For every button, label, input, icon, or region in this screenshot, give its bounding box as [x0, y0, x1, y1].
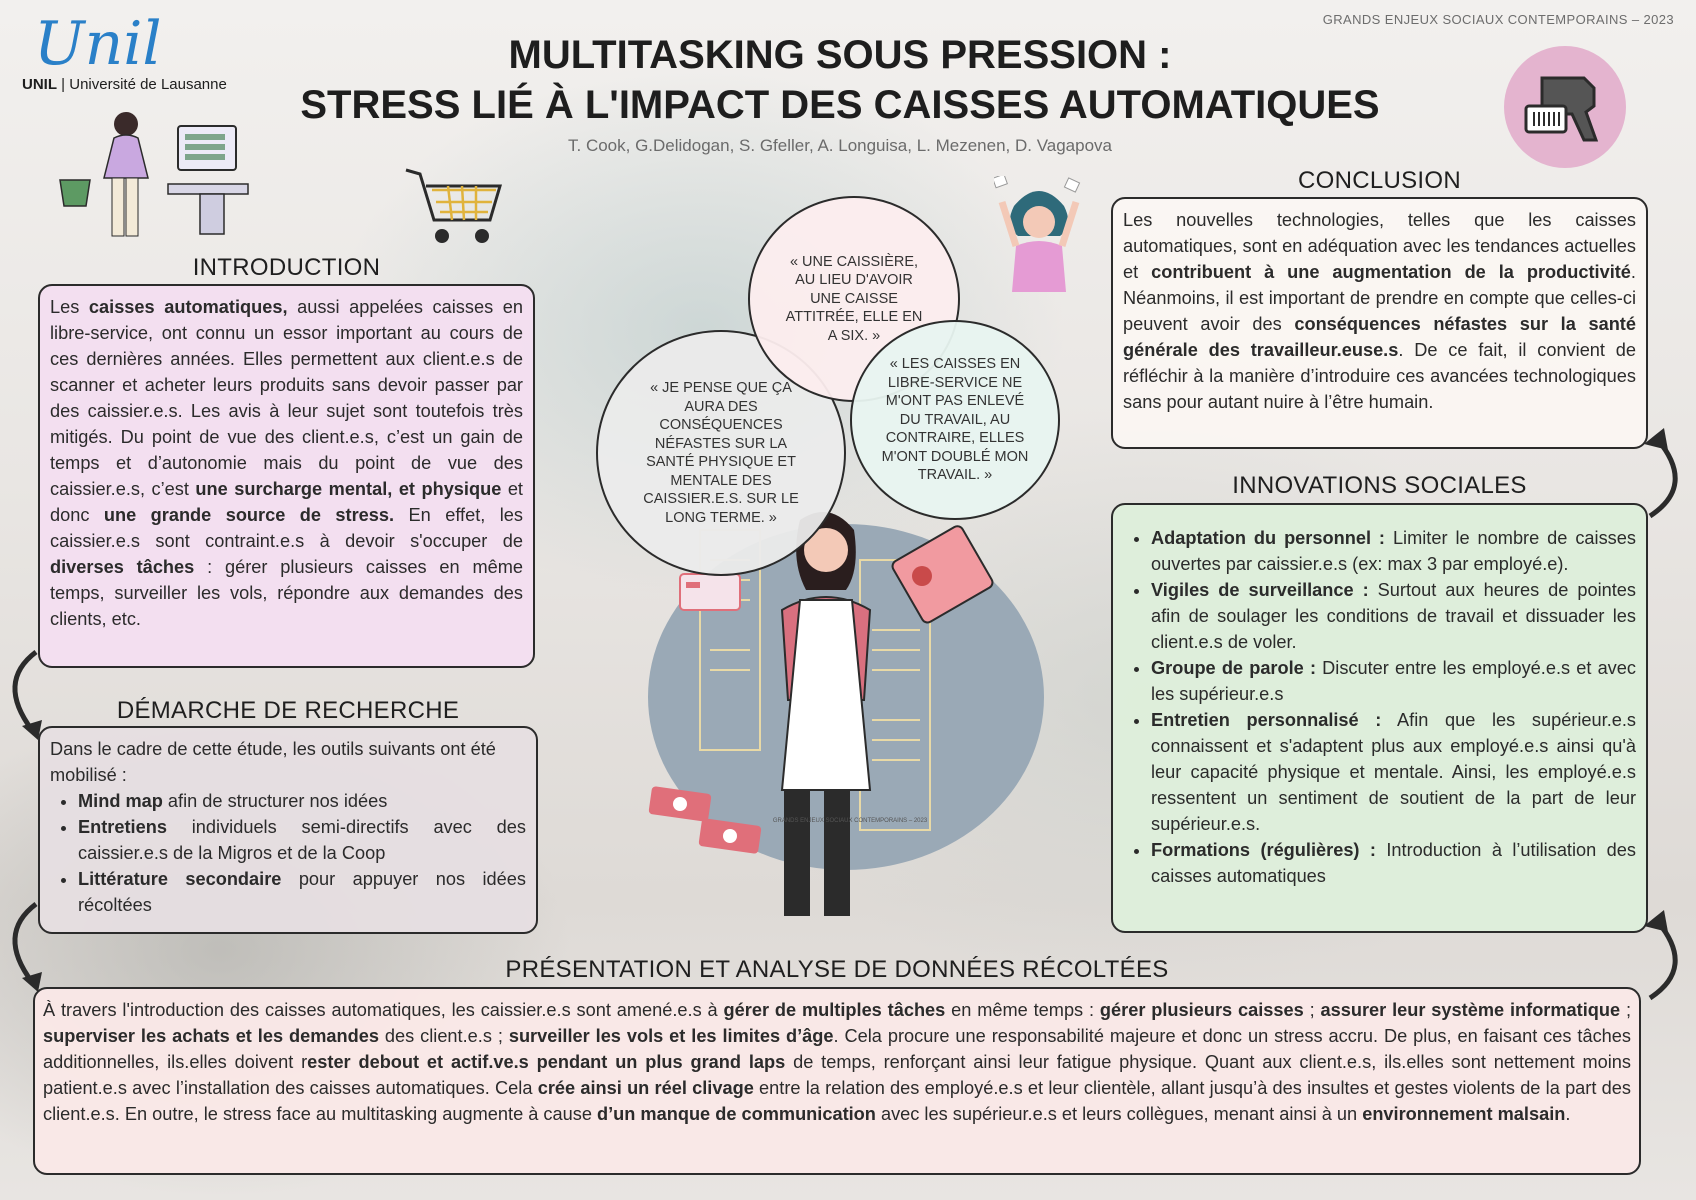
stressed-woman-illustration [994, 176, 1084, 296]
title-line-1: MULTITASKING SOUS PRESSION : [508, 33, 1172, 77]
conclusion-box: Les nouvelles technologies, telles que les caisses automatiques, sont en adéquation avec les tendances actuelles et contribuent à une augmentation de la productivité. Néanmoins, il est important de prendre en compte que celles-ci peuvent avoir des conséquences néfastes sur la santé générale des travailleur.euse.s. De ce fait, il convient de réfléchir à la manière d’introduire ces avancées technologiques sans pour autant nuire à l’être humain. [1111, 197, 1648, 449]
quote-bubble-six-registers: « UNE CAISSIÈRE, AU LIEU D'AVOIR UNE CAISSE ATTITRÉE, ELLE EN A SIX. » [748, 196, 960, 402]
list-item: • Vigiles de surveillance : Surtout aux heures de pointes afin de soulager les conditions de travail et dissuader les client.e.s de voler. [1151, 577, 1636, 655]
arrow-icon [1636, 420, 1692, 520]
illustration-watermark: GRANDS ENJEUX SOCIAUX CONTEMPORAINS – 2023 [772, 818, 928, 824]
list-item: • Entretiens individuels semi-directifs avec des caissier.e.s de la Migros et de la Coop [78, 814, 526, 866]
list-item: • Mind map afin de structurer nos idées [78, 788, 526, 814]
list-item: • Formations (régulières) : Introduction à l’utilisation des caisses automatiques [1151, 837, 1636, 889]
self-checkout-illustration [50, 108, 250, 248]
event-tag: GRANDS ENJEUX SOCIAUX CONTEMPORAINS – 2023 [1322, 12, 1674, 27]
arrow-icon [0, 900, 60, 1000]
presentation-box: À travers l'introduction des caisses automatiques, les caissier.e.s sont amené.e.s à gérer de multiples tâches en même temps : gérer plusieurs caisses ; assurer leur système informatique ; superviser les achats et les demandes des client.e.s ; surveiller les vols et les limites d’âge. Cela procure une responsabilité majeure et donc un stress accru. De plus, en faisant ces tâches additionnelles, ils.elles doivent rester debout et actif.ve.s pendant un plus grand laps de temps, renforçant ainsi leur fatigue physique. Quant aux client.e.s, ils.elles sont nettement moins patient.e.s avec l’installation des caisses automatiques. Cela crée ainsi un réel clivage entre la relation des employé.e.s et leur clientèle, allant jusqu’à des insultes et gestes violents de la part des client.e.s. En outre, le stress face au multitasking augmente à cause d’un manque de communication avec les supérieur.e.s et leurs collègues, menant ainsi à un environnement malsain. [33, 987, 1641, 1175]
list-item: • Littérature secondaire pour appuyer nos idées récoltées [78, 866, 526, 918]
arrow-icon [1636, 902, 1692, 1002]
barcode-scanner-icon [1504, 46, 1626, 168]
title-line-2: STRESS LIÉ À L'IMPACT DES CAISSES AUTOMATIQUES [300, 83, 1380, 127]
demarche-list [50, 788, 526, 918]
innovations-box [1111, 503, 1648, 933]
demarche-box [38, 726, 538, 934]
introduction-title: INTRODUCTION [192, 254, 381, 281]
authors: T. Cook, G.Delidogan, S. Gfeller, A. Longuisa, L. Mezenen, D. Vagapova [568, 136, 1112, 155]
poster-title [260, 30, 1420, 130]
logo-subtitle: UNIL | Université de Lausanne [22, 76, 227, 93]
presentation-title: PRÉSENTATION ET ANALYSE DE DONNÉES RÉCOLTÉES [505, 956, 1169, 983]
logo-wordmark: Unil [34, 9, 162, 79]
shopping-cart-icon [402, 160, 512, 250]
unil-logo [22, 9, 262, 93]
quote-bubble-health: « JE PENSE QUE ÇA AURA DES CONSÉQUENCES NÉFASTES SUR LA SANTÉ PHYSIQUE ET MENTALE DES CAISSIER.E.S. SUR LE LONG TERME. » [596, 330, 846, 576]
demarche-intro: Dans le cadre de cette étude, les outils suivants ont été mobilisé : [50, 739, 496, 785]
conclusion-title: CONCLUSION [1297, 167, 1462, 194]
list-item: • Entretien personnalisé : Afin que les supérieur.e.s connaissent et s'adaptent plus aux employé.e.s ainsi qu'à leur capacité physique et mentale. Ainsi, les employé.e.s ressentent un sentiment de soutient de la part de leur supérieur.e.s. [1151, 707, 1636, 837]
quote-bubble-doubled-work: « LES CAISSES EN LIBRE-SERVICE NE M'ONT PAS ENLEVÉ DU TRAVAIL, AU CONTRAIRE, ELLES M'ONT DOUBLÉ MON TRAVAIL. » [850, 320, 1060, 520]
demarche-title: DÉMARCHE DE RECHERCHE [116, 697, 460, 724]
list-item: • Adaptation du personnel : Limiter le nombre de caisses ouvertes par caissier.e.s (ex: max 3 par employé.e). [1151, 525, 1636, 577]
arrow-icon [0, 648, 60, 748]
list-item: • Groupe de parole : Discuter entre les employé.e.s et avec les supérieur.e.s [1151, 655, 1636, 707]
introduction-box: Les caisses automatiques, aussi appelées caisses en libre-service, ont connu un essor important au cours de ces dernières années. Elles permettent aux client.e.s de scanner et acheter leurs produits sans devoir passer par des caissier.e.s. Les avis à leur sujet sont toutefois très mitigés. Du point de vue des client.e.s, c’est un gain de temps et d’autonomie mais du point de vue des caissier.e.s, c’est une surcharge mental, et physique et donc une grande source de stress. En effet, les caissier.e.s sont contraint.e.s à devoir s'occuper de diverses tâches : gérer plusieurs caisses en même temps, surveiller les vols, répondre aux demandes des clients, etc. [38, 284, 535, 668]
innovations-list [1123, 525, 1636, 889]
innovations-title: INNOVATIONS SOCIALES [1232, 472, 1527, 499]
